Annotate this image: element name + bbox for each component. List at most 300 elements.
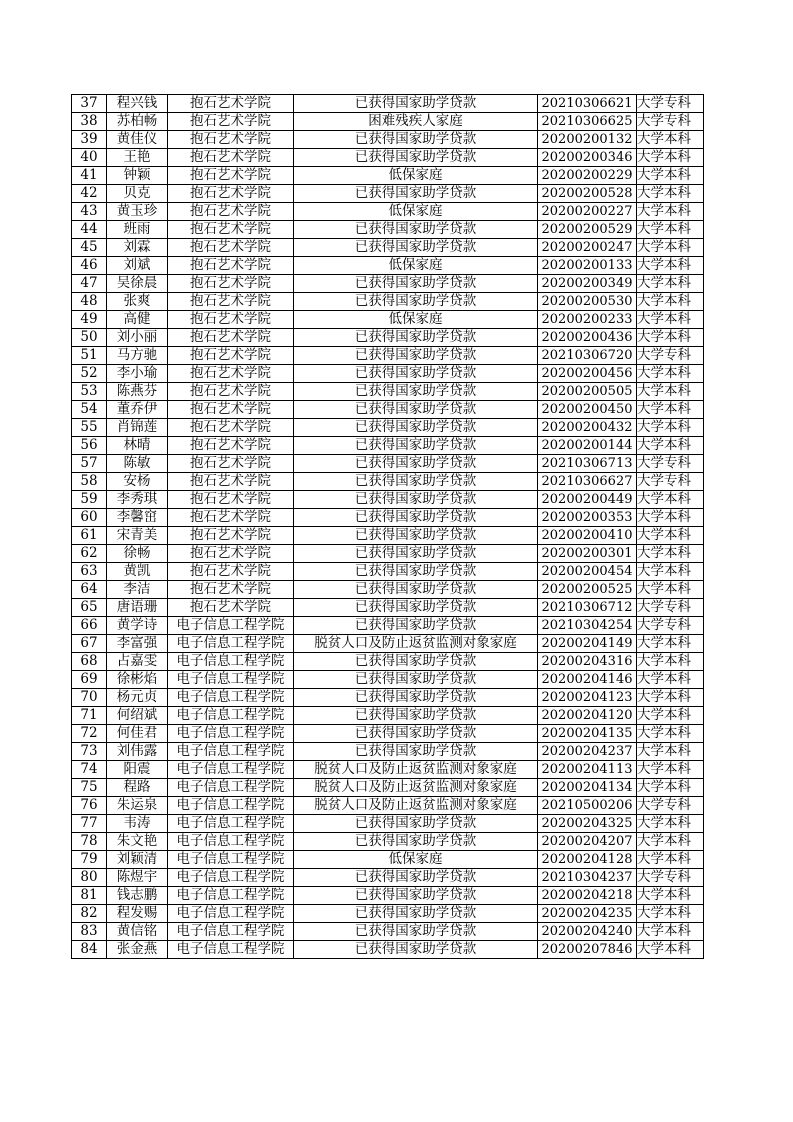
row-number-cell: 49: [72, 311, 107, 329]
row-number-cell: 78: [72, 833, 107, 851]
hardship-type-cell: 已获得国家助学贷款: [294, 221, 538, 239]
student-id-cell: 20200200346: [538, 149, 637, 167]
student-name-cell: 阳震: [107, 761, 168, 779]
hardship-type-cell: 脱贫人口及防止返贫监测对象家庭: [294, 635, 538, 653]
hardship-type-cell: 已获得国家助学贷款: [294, 491, 538, 509]
college-cell: 抱石艺术学院: [168, 239, 294, 257]
hardship-type-cell: 已获得国家助学贷款: [294, 347, 538, 365]
row-number-cell: 51: [72, 347, 107, 365]
education-level-cell: 大学本科: [637, 923, 704, 941]
row-number-cell: 83: [72, 923, 107, 941]
student-id-cell: 20200204134: [538, 779, 637, 797]
table-row: [72, 437, 704, 455]
hardship-type-cell: 已获得国家助学贷款: [294, 131, 538, 149]
row-number-cell: 55: [72, 419, 107, 437]
student-id-cell: 20200200449: [538, 491, 637, 509]
education-level-cell: 大学本科: [637, 149, 704, 167]
student-name-cell: 黄玉珍: [107, 203, 168, 221]
college-cell: 抱石艺术学院: [168, 329, 294, 347]
table-row: [72, 743, 704, 761]
student-name-cell: 张爽: [107, 293, 168, 311]
college-cell: 抱石艺术学院: [168, 347, 294, 365]
college-cell: 抱石艺术学院: [168, 581, 294, 599]
college-cell: 抱石艺术学院: [168, 455, 294, 473]
hardship-type-cell: 已获得国家助学贷款: [294, 455, 538, 473]
hardship-type-cell: 已获得国家助学贷款: [294, 185, 538, 203]
student-name-cell: 李秀琪: [107, 491, 168, 509]
college-cell: 抱石艺术学院: [168, 563, 294, 581]
table-row: [72, 275, 704, 293]
college-cell: 抱石艺术学院: [168, 149, 294, 167]
college-cell: 抱石艺术学院: [168, 131, 294, 149]
student-id-cell: 20210304237: [538, 869, 637, 887]
table-row: [72, 221, 704, 239]
education-level-cell: 大学本科: [637, 239, 704, 257]
table-row: [72, 185, 704, 203]
table-row: [72, 509, 704, 527]
hardship-type-cell: 已获得国家助学贷款: [294, 671, 538, 689]
education-level-cell: 大学本科: [637, 761, 704, 779]
hardship-type-cell: 困难残疾人家庭: [294, 113, 538, 131]
table-row: [72, 905, 704, 923]
college-cell: 抱石艺术学院: [168, 491, 294, 509]
student-id-cell: 20210304254: [538, 617, 637, 635]
hardship-type-cell: 已获得国家助学贷款: [294, 815, 538, 833]
student-name-cell: 钟颖: [107, 167, 168, 185]
student-id-cell: 20200204237: [538, 743, 637, 761]
student-name-cell: 徐畅: [107, 545, 168, 563]
hardship-type-cell: 已获得国家助学贷款: [294, 545, 538, 563]
table-row: [72, 653, 704, 671]
education-level-cell: 大学本科: [637, 833, 704, 851]
education-level-cell: 大学专科: [637, 797, 704, 815]
table-row: [72, 671, 704, 689]
table-row: [72, 527, 704, 545]
student-name-cell: 李富强: [107, 635, 168, 653]
row-number-cell: 64: [72, 581, 107, 599]
student-name-cell: 刘斌: [107, 257, 168, 275]
student-name-cell: 黄信铭: [107, 923, 168, 941]
student-name-cell: 马方驰: [107, 347, 168, 365]
table-row: [72, 131, 704, 149]
row-number-cell: 46: [72, 257, 107, 275]
student-id-cell: 20210306621: [538, 95, 637, 113]
row-number-cell: 42: [72, 185, 107, 203]
table-row: [72, 833, 704, 851]
student-name-cell: 宋青美: [107, 527, 168, 545]
education-level-cell: 大学本科: [637, 815, 704, 833]
college-cell: 电子信息工程学院: [168, 635, 294, 653]
table-row: [72, 293, 704, 311]
student-id-cell: 20200200525: [538, 581, 637, 599]
college-cell: 抱石艺术学院: [168, 221, 294, 239]
college-cell: 抱石艺术学院: [168, 509, 294, 527]
hardship-type-cell: 已获得国家助学贷款: [294, 329, 538, 347]
college-cell: 抱石艺术学院: [168, 95, 294, 113]
student-name-cell: 贝克: [107, 185, 168, 203]
student-id-cell: 20200204316: [538, 653, 637, 671]
education-level-cell: 大学专科: [637, 455, 704, 473]
row-number-cell: 61: [72, 527, 107, 545]
hardship-type-cell: 已获得国家助学贷款: [294, 869, 538, 887]
college-cell: 电子信息工程学院: [168, 617, 294, 635]
row-number-cell: 72: [72, 725, 107, 743]
education-level-cell: 大学专科: [637, 869, 704, 887]
college-cell: 电子信息工程学院: [168, 851, 294, 869]
hardship-type-cell: 已获得国家助学贷款: [294, 437, 538, 455]
table-row: [72, 473, 704, 491]
row-number-cell: 82: [72, 905, 107, 923]
college-cell: 抱石艺术学院: [168, 473, 294, 491]
student-name-cell: 程路: [107, 779, 168, 797]
student-name-cell: 陈燕芬: [107, 383, 168, 401]
student-id-cell: 20210306627: [538, 473, 637, 491]
hardship-type-cell: 脱贫人口及防止返贫监测对象家庭: [294, 797, 538, 815]
row-number-cell: 63: [72, 563, 107, 581]
row-number-cell: 59: [72, 491, 107, 509]
hardship-type-cell: 已获得国家助学贷款: [294, 689, 538, 707]
row-number-cell: 56: [72, 437, 107, 455]
table-row: [72, 545, 704, 563]
student-name-cell: 肖锦莲: [107, 419, 168, 437]
student-id-cell: 20200200229: [538, 167, 637, 185]
row-number-cell: 54: [72, 401, 107, 419]
student-name-cell: 王艳: [107, 149, 168, 167]
student-id-cell: 20200200505: [538, 383, 637, 401]
table-row: [72, 383, 704, 401]
hardship-type-cell: 脱贫人口及防止返贫监测对象家庭: [294, 761, 538, 779]
student-id-cell: 20200204240: [538, 923, 637, 941]
student-id-cell: 20200204113: [538, 761, 637, 779]
education-level-cell: 大学本科: [637, 941, 704, 959]
student-name-cell: 何佳君: [107, 725, 168, 743]
student-id-cell: 20200200450: [538, 401, 637, 419]
education-level-cell: 大学本科: [637, 419, 704, 437]
row-number-cell: 75: [72, 779, 107, 797]
student-id-cell: 20200204135: [538, 725, 637, 743]
college-cell: 电子信息工程学院: [168, 815, 294, 833]
row-number-cell: 79: [72, 851, 107, 869]
education-level-cell: 大学本科: [637, 887, 704, 905]
table-row: [72, 617, 704, 635]
student-id-cell: 20200204218: [538, 887, 637, 905]
row-number-cell: 45: [72, 239, 107, 257]
table-row: [72, 779, 704, 797]
table-row: [72, 95, 704, 113]
student-id-cell: 20200200301: [538, 545, 637, 563]
student-id-cell: 20200200227: [538, 203, 637, 221]
hardship-type-cell: 已获得国家助学贷款: [294, 509, 538, 527]
education-level-cell: 大学本科: [637, 707, 704, 725]
row-number-cell: 80: [72, 869, 107, 887]
row-number-cell: 81: [72, 887, 107, 905]
table-row: [72, 815, 704, 833]
student-id-cell: 20200200530: [538, 293, 637, 311]
student-name-cell: 李小瑜: [107, 365, 168, 383]
table-row: [72, 311, 704, 329]
table-row: [72, 923, 704, 941]
student-name-cell: 李馨窋: [107, 509, 168, 527]
row-number-cell: 68: [72, 653, 107, 671]
hardship-type-cell: 已获得国家助学贷款: [294, 527, 538, 545]
table-row: [72, 563, 704, 581]
education-level-cell: 大学本科: [637, 905, 704, 923]
college-cell: 电子信息工程学院: [168, 923, 294, 941]
student-name-cell: 班雨: [107, 221, 168, 239]
hardship-type-cell: 已获得国家助学贷款: [294, 941, 538, 959]
row-number-cell: 62: [72, 545, 107, 563]
row-number-cell: 50: [72, 329, 107, 347]
student-id-cell: 20200200349: [538, 275, 637, 293]
student-name-cell: 黄学诗: [107, 617, 168, 635]
student-id-cell: 20200200529: [538, 221, 637, 239]
student-id-cell: 20200200132: [538, 131, 637, 149]
hardship-type-cell: 已获得国家助学贷款: [294, 725, 538, 743]
table-row: [72, 113, 704, 131]
table-row: [72, 149, 704, 167]
college-cell: 抱石艺术学院: [168, 437, 294, 455]
college-cell: 抱石艺术学院: [168, 383, 294, 401]
student-id-cell: 20200200247: [538, 239, 637, 257]
college-cell: 抱石艺术学院: [168, 185, 294, 203]
education-level-cell: 大学专科: [637, 113, 704, 131]
student-name-cell: 刘霖: [107, 239, 168, 257]
row-number-cell: 57: [72, 455, 107, 473]
education-level-cell: 大学本科: [637, 311, 704, 329]
student-name-cell: 高健: [107, 311, 168, 329]
table-row: [72, 257, 704, 275]
table-row: [72, 455, 704, 473]
college-cell: 电子信息工程学院: [168, 689, 294, 707]
hardship-type-cell: 低保家庭: [294, 167, 538, 185]
hardship-type-cell: 已获得国家助学贷款: [294, 275, 538, 293]
student-id-cell: 20200200133: [538, 257, 637, 275]
education-level-cell: 大学本科: [637, 689, 704, 707]
college-cell: 电子信息工程学院: [168, 869, 294, 887]
student-name-cell: 徐彬焰: [107, 671, 168, 689]
college-cell: 电子信息工程学院: [168, 671, 294, 689]
student-name-cell: 朱运泉: [107, 797, 168, 815]
education-level-cell: 大学本科: [637, 653, 704, 671]
hardship-type-cell: 已获得国家助学贷款: [294, 383, 538, 401]
row-number-cell: 84: [72, 941, 107, 959]
hardship-type-cell: 已获得国家助学贷款: [294, 617, 538, 635]
student-name-cell: 刘颖清: [107, 851, 168, 869]
education-level-cell: 大学本科: [637, 545, 704, 563]
college-cell: 抱石艺术学院: [168, 599, 294, 617]
education-level-cell: 大学专科: [637, 347, 704, 365]
table-row: [72, 689, 704, 707]
education-level-cell: 大学本科: [637, 221, 704, 239]
table-row: [72, 329, 704, 347]
hardship-type-cell: 已获得国家助学贷款: [294, 473, 538, 491]
student-name-cell: 钱志鹏: [107, 887, 168, 905]
student-id-cell: 20210306713: [538, 455, 637, 473]
education-level-cell: 大学本科: [637, 509, 704, 527]
college-cell: 电子信息工程学院: [168, 725, 294, 743]
hardship-type-cell: 已获得国家助学贷款: [294, 923, 538, 941]
student-aid-table: [71, 94, 704, 959]
education-level-cell: 大学专科: [637, 599, 704, 617]
education-level-cell: 大学本科: [637, 383, 704, 401]
row-number-cell: 58: [72, 473, 107, 491]
student-name-cell: 黄佳仪: [107, 131, 168, 149]
student-id-cell: 20210500206: [538, 797, 637, 815]
student-name-cell: 朱文艳: [107, 833, 168, 851]
student-name-cell: 林晴: [107, 437, 168, 455]
row-number-cell: 77: [72, 815, 107, 833]
student-id-cell: 20200200353: [538, 509, 637, 527]
hardship-type-cell: 已获得国家助学贷款: [294, 653, 538, 671]
row-number-cell: 52: [72, 365, 107, 383]
hardship-type-cell: 低保家庭: [294, 257, 538, 275]
hardship-type-cell: 已获得国家助学贷款: [294, 401, 538, 419]
college-cell: 电子信息工程学院: [168, 761, 294, 779]
student-id-cell: 20200204325: [538, 815, 637, 833]
college-cell: 抱石艺术学院: [168, 257, 294, 275]
college-cell: 电子信息工程学院: [168, 653, 294, 671]
student-id-cell: 20200200144: [538, 437, 637, 455]
hardship-type-cell: 已获得国家助学贷款: [294, 743, 538, 761]
college-cell: 抱石艺术学院: [168, 401, 294, 419]
education-level-cell: 大学本科: [637, 293, 704, 311]
college-cell: 电子信息工程学院: [168, 797, 294, 815]
college-cell: 抱石艺术学院: [168, 113, 294, 131]
table-row: [72, 761, 704, 779]
table-row: [72, 347, 704, 365]
education-level-cell: 大学本科: [637, 437, 704, 455]
college-cell: 抱石艺术学院: [168, 167, 294, 185]
student-name-cell: 陈煜宇: [107, 869, 168, 887]
row-number-cell: 74: [72, 761, 107, 779]
hardship-type-cell: 已获得国家助学贷款: [294, 239, 538, 257]
college-cell: 电子信息工程学院: [168, 743, 294, 761]
student-id-cell: 20200207846: [538, 941, 637, 959]
table-row: [72, 635, 704, 653]
college-cell: 抱石艺术学院: [168, 365, 294, 383]
student-id-cell: 20200204235: [538, 905, 637, 923]
education-level-cell: 大学本科: [637, 185, 704, 203]
education-level-cell: 大学本科: [637, 527, 704, 545]
education-level-cell: 大学本科: [637, 401, 704, 419]
education-level-cell: 大学本科: [637, 671, 704, 689]
hardship-type-cell: 已获得国家助学贷款: [294, 419, 538, 437]
hardship-type-cell: 已获得国家助学贷款: [294, 599, 538, 617]
row-number-cell: 70: [72, 689, 107, 707]
hardship-type-cell: 已获得国家助学贷款: [294, 95, 538, 113]
student-name-cell: 占嘉雯: [107, 653, 168, 671]
college-cell: 电子信息工程学院: [168, 779, 294, 797]
education-level-cell: 大学本科: [637, 851, 704, 869]
row-number-cell: 73: [72, 743, 107, 761]
row-number-cell: 53: [72, 383, 107, 401]
student-id-cell: 20200204207: [538, 833, 637, 851]
student-name-cell: 吴徐晨: [107, 275, 168, 293]
table-row: [72, 851, 704, 869]
hardship-type-cell: 已获得国家助学贷款: [294, 887, 538, 905]
college-cell: 抱石艺术学院: [168, 545, 294, 563]
college-cell: 抱石艺术学院: [168, 293, 294, 311]
student-name-cell: 刘小丽: [107, 329, 168, 347]
table-row: [72, 599, 704, 617]
student-name-cell: 何绍斌: [107, 707, 168, 725]
college-cell: 电子信息工程学院: [168, 887, 294, 905]
student-name-cell: 杨元贞: [107, 689, 168, 707]
education-level-cell: 大学本科: [637, 581, 704, 599]
education-level-cell: 大学专科: [637, 95, 704, 113]
hardship-type-cell: 已获得国家助学贷款: [294, 293, 538, 311]
row-number-cell: 39: [72, 131, 107, 149]
row-number-cell: 66: [72, 617, 107, 635]
education-level-cell: 大学本科: [637, 329, 704, 347]
table-body: [72, 95, 704, 959]
student-id-cell: 20200200436: [538, 329, 637, 347]
row-number-cell: 37: [72, 95, 107, 113]
education-level-cell: 大学本科: [637, 779, 704, 797]
student-id-cell: 20210306625: [538, 113, 637, 131]
table-row: [72, 707, 704, 725]
college-cell: 电子信息工程学院: [168, 941, 294, 959]
row-number-cell: 40: [72, 149, 107, 167]
row-number-cell: 60: [72, 509, 107, 527]
student-name-cell: 黄凯: [107, 563, 168, 581]
education-level-cell: 大学本科: [637, 635, 704, 653]
row-number-cell: 47: [72, 275, 107, 293]
row-number-cell: 67: [72, 635, 107, 653]
row-number-cell: 38: [72, 113, 107, 131]
education-level-cell: 大学本科: [637, 131, 704, 149]
table-row: [72, 491, 704, 509]
student-id-cell: 20200204128: [538, 851, 637, 869]
student-id-cell: 20210306720: [538, 347, 637, 365]
hardship-type-cell: 已获得国家助学贷款: [294, 833, 538, 851]
college-cell: 抱石艺术学院: [168, 203, 294, 221]
student-id-cell: 20200200432: [538, 419, 637, 437]
student-id-cell: 20200200233: [538, 311, 637, 329]
education-level-cell: 大学专科: [637, 473, 704, 491]
table-row: [72, 797, 704, 815]
hardship-type-cell: 已获得国家助学贷款: [294, 365, 538, 383]
table-row: [72, 869, 704, 887]
education-level-cell: 大学本科: [637, 257, 704, 275]
table-row: [72, 581, 704, 599]
student-id-cell: 20200204146: [538, 671, 637, 689]
hardship-type-cell: 脱贫人口及防止返贫监测对象家庭: [294, 779, 538, 797]
education-level-cell: 大学本科: [637, 203, 704, 221]
table-row: [72, 401, 704, 419]
college-cell: 抱石艺术学院: [168, 419, 294, 437]
education-level-cell: 大学本科: [637, 563, 704, 581]
student-id-cell: 20200204123: [538, 689, 637, 707]
education-level-cell: 大学本科: [637, 725, 704, 743]
student-id-cell: 20200200528: [538, 185, 637, 203]
row-number-cell: 65: [72, 599, 107, 617]
college-cell: 抱石艺术学院: [168, 275, 294, 293]
row-number-cell: 76: [72, 797, 107, 815]
table-row: [72, 239, 704, 257]
education-level-cell: 大学专科: [637, 617, 704, 635]
table-row: [72, 365, 704, 383]
table-row: [72, 941, 704, 959]
row-number-cell: 41: [72, 167, 107, 185]
row-number-cell: 44: [72, 221, 107, 239]
hardship-type-cell: 已获得国家助学贷款: [294, 905, 538, 923]
student-name-cell: 唐语珊: [107, 599, 168, 617]
student-name-cell: 苏柏畅: [107, 113, 168, 131]
table-row: [72, 167, 704, 185]
row-number-cell: 43: [72, 203, 107, 221]
student-name-cell: 刘伟露: [107, 743, 168, 761]
